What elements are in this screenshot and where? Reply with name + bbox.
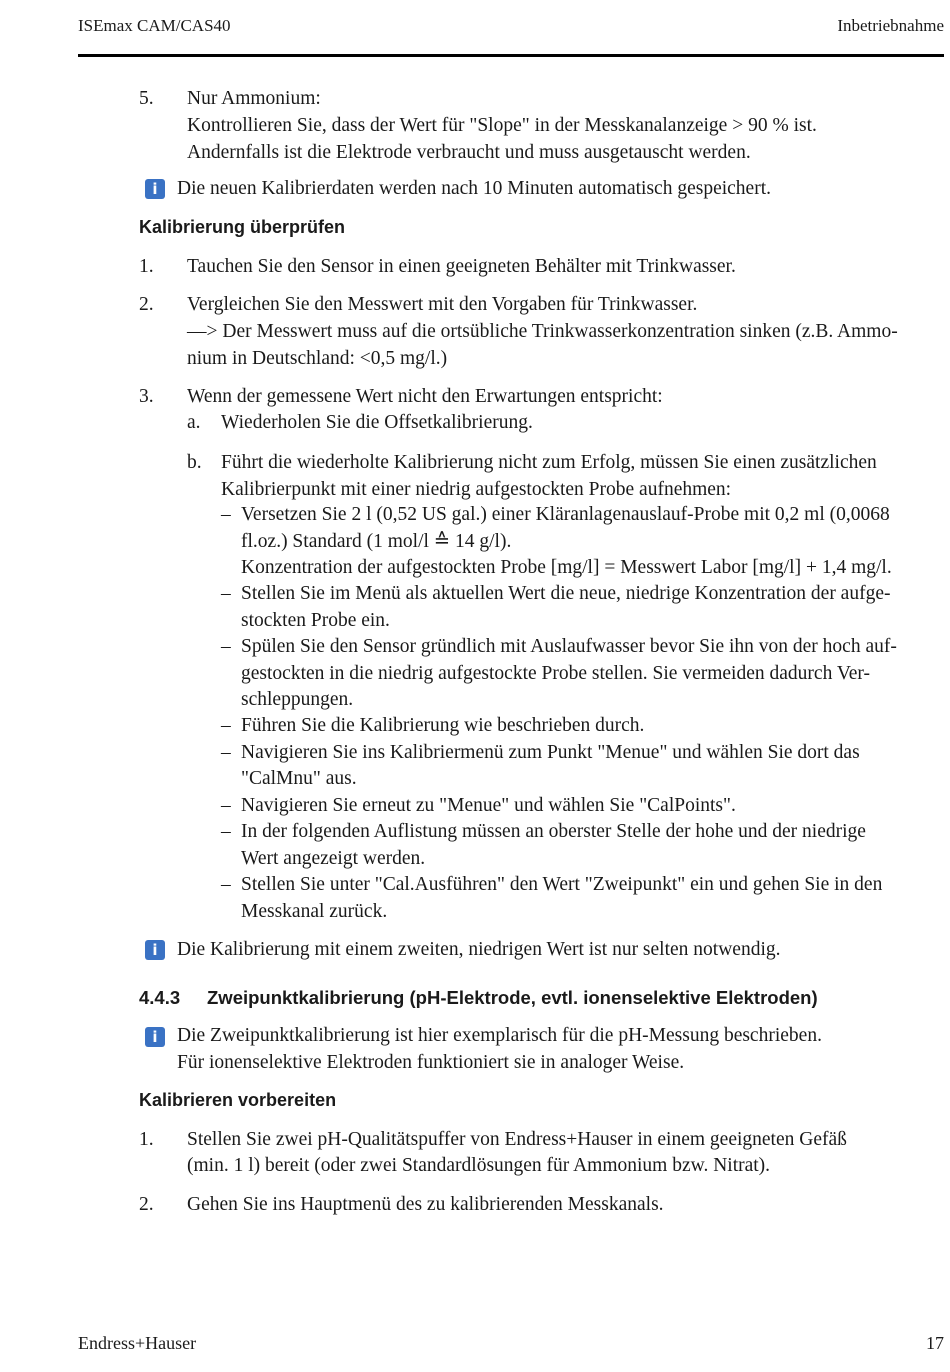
dash-item-text: Navigieren Sie ins Kalibriermenü zum Punkt "Menue" und wählen Sie dort das — [241, 742, 860, 763]
step-text: —> Der Messwert muss auf die ortsübliche Trinkwasserkonzentration sinken (z.B. Ammo- — [187, 321, 898, 342]
dash-item-text: In der folgenden Auflistung müssen an oberster Stelle der hohe und der niedrige — [241, 821, 866, 842]
step-number: 1. — [139, 256, 154, 277]
step-text: nium in Deutschland: <0,5 mg/l.) — [187, 348, 448, 369]
step-text: (min. 1 l) bereit (oder zwei Standardlösungen für Ammonium bzw. Nitrat). — [187, 1155, 771, 1176]
step-number: 2. — [139, 1194, 154, 1215]
dash-item-text: Navigieren Sie erneut zu "Menue" und wählen Sie "CalPoints". — [241, 795, 736, 816]
dash-bullet: – — [221, 504, 231, 525]
section-title: Zweipunktkalibrierung (pH-Elektrode, evtl. ionenselektive Elektroden) — [207, 987, 818, 1008]
substep-label: a. — [187, 412, 201, 433]
page-header — [78, 16, 944, 40]
subheading: Kalibrierung überprüfen — [139, 217, 346, 237]
dash-bullet: – — [221, 874, 231, 895]
dash-bullet: – — [221, 742, 231, 763]
note-text: Für ionenselektive Elektroden funktioniert sie in analoger Weise. — [177, 1052, 685, 1073]
step-text: Stellen Sie zwei pH-Qualitätspuffer von Endress+Hauser in einem geeigneten Gefäß — [187, 1129, 847, 1150]
footer-brand: Endress+Hauser — [78, 1333, 197, 1353]
substep-text: Kalibrierpunkt mit einer niedrig aufgestockten Probe aufnehmen: — [221, 479, 732, 500]
step-text: Gehen Sie ins Hauptmenü des zu kalibrierenden Messkanals. — [187, 1194, 664, 1215]
dash-item-text: Konzentration der aufgestockten Probe [mg/l] = Messwert Labor [mg/l] + 1,4 mg/l. — [241, 557, 892, 578]
subheading: Kalibrieren vorbereiten — [139, 1090, 337, 1110]
info-icon: i — [145, 179, 165, 199]
dash-bullet: – — [221, 821, 231, 842]
note-text: Die Kalibrierung mit einem zweiten, niedrigen Wert ist nur selten notwendig. — [177, 939, 781, 960]
step-text: Vergleichen Sie den Messwert mit den Vorgaben für Trinkwasser. — [187, 294, 698, 315]
page-number: 17 — [926, 1333, 944, 1353]
step-text: Wenn der gemessene Wert nicht den Erwartungen entspricht: — [187, 386, 663, 407]
dash-bullet: – — [221, 636, 231, 657]
dash-item-text: stockten Probe ein. — [241, 610, 390, 631]
dash-item-text: schleppungen. — [241, 689, 354, 710]
dash-item-text: Spülen Sie den Sensor gründlich mit Auslaufwasser bevor Sie ihn von der hoch auf- — [241, 636, 897, 657]
dash-item-text: gestockten in die niedrig aufgestockte Probe stellen. Sie vermeiden dadurch Ver- — [241, 663, 871, 684]
header-section: Inbetriebnahme — [837, 16, 944, 35]
dash-item-text: Messkanal zurück. — [241, 901, 388, 922]
dash-item-text: fl.oz.) Standard (1 mol/l ≙ 14 g/l). — [241, 531, 512, 552]
dash-item-text: Stellen Sie unter "Cal.Ausführen" den Wert "Zweipunkt" ein und gehen Sie in den — [241, 874, 883, 895]
step-text: Andernfalls ist die Elektrode verbraucht und muss ausgetauscht werden. — [187, 142, 751, 163]
dash-bullet: – — [221, 795, 231, 816]
step-text: Tauchen Sie den Sensor in einen geeigneten Behälter mit Trinkwasser. — [187, 256, 736, 277]
step-number: 5. — [139, 88, 154, 109]
note-text: Die neuen Kalibrierdaten werden nach 10 Minuten automatisch gespeichert. — [177, 178, 771, 199]
dash-item-text: Versetzen Sie 2 l (0,52 US gal.) einer Kläranlagenauslauf-Probe mit 0,2 ml (0,0068 — [241, 504, 890, 525]
section-number: 4.4.3 — [139, 987, 181, 1008]
dash-item-text: Führen Sie die Kalibrierung wie beschrieben durch. — [241, 715, 645, 736]
dash-bullet: – — [221, 583, 231, 604]
info-icon: i — [145, 1027, 165, 1047]
dash-item-text: "CalMnu" aus. — [241, 768, 357, 789]
step-number: 2. — [139, 294, 154, 315]
dash-bullet: – — [221, 715, 231, 736]
note-text: Die Zweipunktkalibrierung ist hier exemplarisch für die pH-Messung beschrieben. — [177, 1025, 822, 1046]
step-text: Kontrollieren Sie, dass der Wert für "Slope" in der Messkanalanzeige > 90 % ist. — [187, 115, 817, 136]
step-number: 1. — [139, 1129, 154, 1150]
substep-label: b. — [187, 452, 202, 473]
dash-item-text: Stellen Sie im Menü als aktuellen Wert die neue, niedrige Konzentration der aufge- — [241, 583, 891, 604]
step-text: Nur Ammonium: — [187, 88, 321, 109]
substep-text: Wiederholen Sie die Offsetkalibrierung. — [221, 412, 533, 433]
header-title: ISEmax CAM/CAS40 — [78, 16, 231, 35]
info-icon: i — [145, 940, 165, 960]
substep-text: Führt die wiederholte Kalibrierung nicht zum Erfolg, müssen Sie einen zusätzlichen — [221, 452, 877, 473]
step-number: 3. — [139, 386, 154, 407]
header-rule — [78, 54, 944, 57]
dash-item-text: Wert angezeigt werden. — [241, 848, 426, 869]
